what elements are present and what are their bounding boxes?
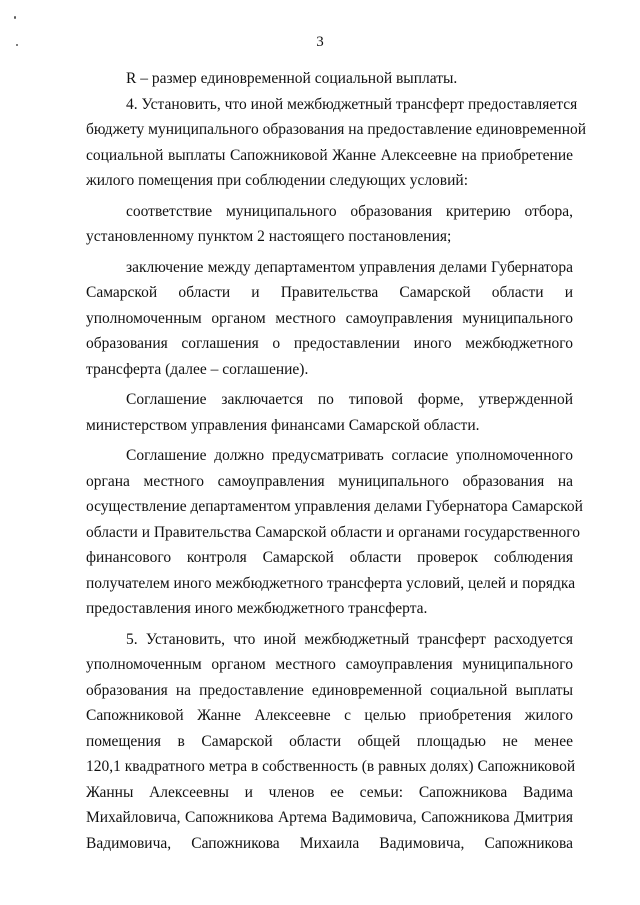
text-line: осуществление департаментом управления делами Губернатора Самарской <box>86 498 583 515</box>
text-line: установленному пунктом 2 настоящего постановления; <box>86 228 452 245</box>
text-line: уполномоченным органом местного самоуправления муниципального <box>86 656 573 673</box>
text-line: Вадимовича, Сапожникова Михаила Вадимовича, Сапожникова <box>86 834 573 852</box>
text-line: Самарской области и Правительства Самарской области и <box>86 284 573 301</box>
paragraph-item-4 <box>86 92 587 194</box>
paragraph-agreement-consent <box>86 443 583 622</box>
text-line: органа местного самоуправления муниципального образования на <box>86 472 573 490</box>
document-body <box>86 66 587 856</box>
text-line: министерством управления финансами Самарской области. <box>86 416 480 434</box>
paragraph-condition-agreement <box>86 255 573 383</box>
text-line: помещения в Самарской области общей площадью не менее <box>86 732 573 750</box>
text-line: Михайловича, Сапожникова Артема Вадимовича, Сапожникова Дмитрия <box>86 809 573 826</box>
text-line: Соглашение должно предусматривать согласие уполномоченного <box>126 447 573 464</box>
paragraph-condition-criteria <box>86 199 573 250</box>
text-line: уполномоченным органом местного самоуправления муниципального <box>86 309 573 327</box>
text-line: жилого помещения при соблюдении следующих условий: <box>86 172 469 189</box>
text-line: 5. Установить, что иной межбюджетный трансферт расходуется <box>126 630 573 648</box>
text-line: 120,1 квадратного метра в собственность (в равных долях) Сапожниковой <box>86 758 576 775</box>
text-line: образования соглашения о предоставлении иного межбюджетного <box>86 335 573 352</box>
text-line: бюджету муниципального образования на предоставление единовременной <box>86 121 587 138</box>
text-line: предоставления иного межбюджетного трансферта. <box>86 600 428 617</box>
text-line: трансферта (далее – соглашение). <box>86 360 309 378</box>
paragraph-item-5 <box>86 627 576 857</box>
text-line: получателем иного межбюджетного трансферта условий, целей и порядка <box>86 574 576 592</box>
text-line: R – размер единовременной социальной выплаты. <box>126 70 458 87</box>
text-line: Жанны Алексеевны и членов ее семьи: Сапожникова Вадима <box>86 783 573 801</box>
text-line: 4. Установить, что иной межбюджетный трансферт предоставляется <box>126 95 578 113</box>
paragraph-agreement-form <box>86 387 573 438</box>
text-line: Соглашение заключается по типовой форме, утвержденной <box>126 391 573 408</box>
text-line: Сапожниковой Жанне Алексеевне с целью приобретения жилого <box>86 707 573 724</box>
text-line: области и Правительства Самарской области и органами государственного <box>86 523 581 541</box>
scan-speck <box>14 16 16 19</box>
page-number: 3 <box>316 34 324 50</box>
text-line: соответствие муниципального образования критерию отбора, <box>126 202 573 220</box>
text-line: заключение между департаментом управления делами Губернатора <box>126 258 573 276</box>
text-line: социальной выплаты Сапожниковой Жанне Алексеевне на приобретение <box>86 146 573 164</box>
text-line: образования на предоставление единовременной социальной выплаты <box>86 681 573 699</box>
text-line: финансового контроля Самарской области проверок соблюдения <box>86 549 573 566</box>
paragraph-definition-r <box>86 66 573 92</box>
